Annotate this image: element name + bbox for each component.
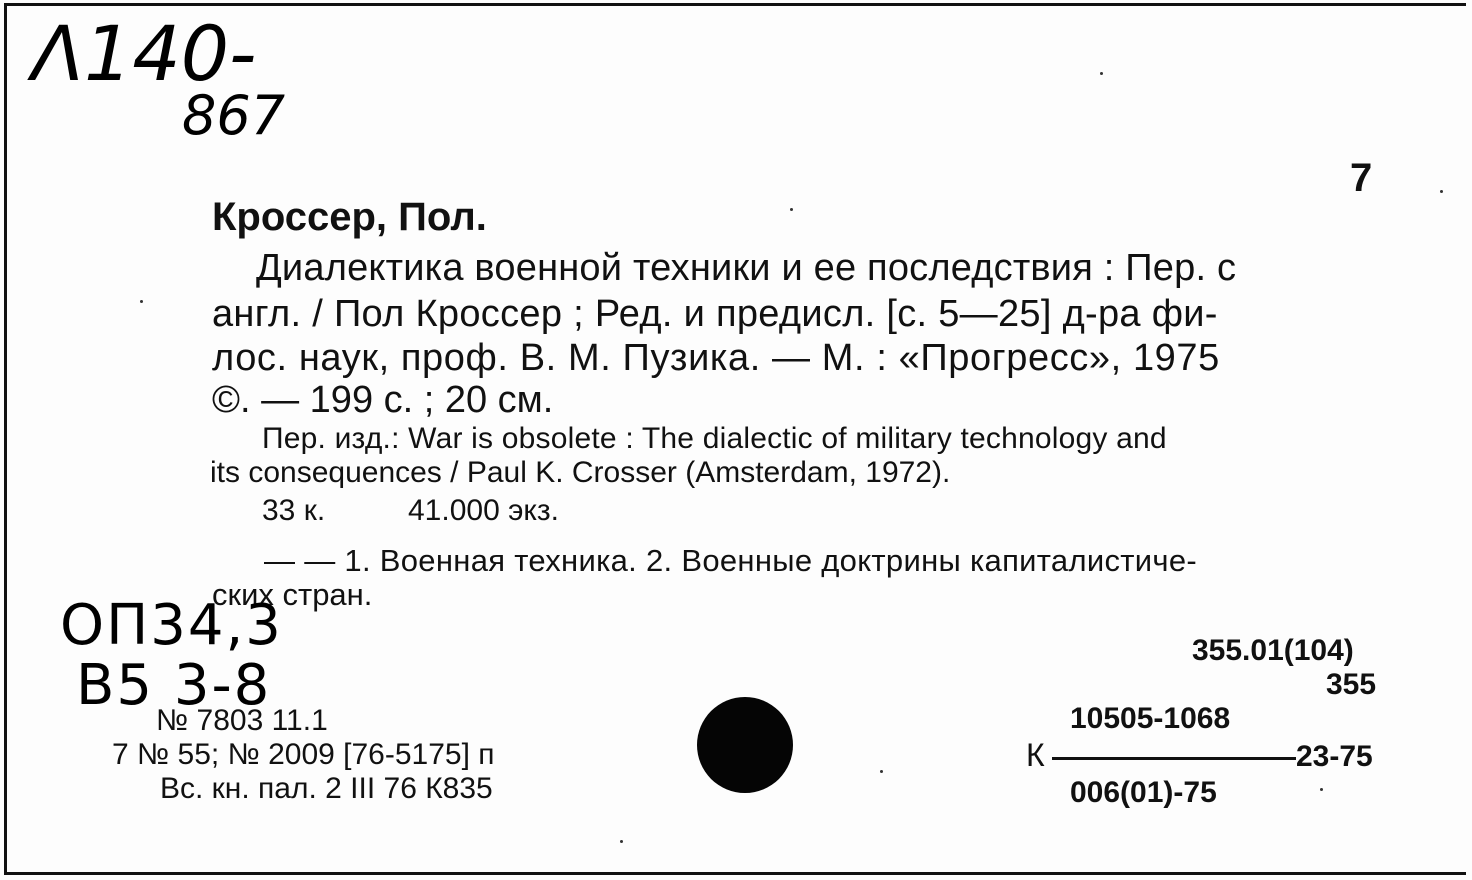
scan-speck bbox=[140, 300, 143, 303]
title-line-4: ©. — 199 с. ; 20 см. bbox=[212, 379, 554, 421]
imprint-line-3: Вс. кн. пал. 2 III 76 К835 bbox=[160, 772, 493, 805]
subjects-line-2: ских стран. bbox=[212, 577, 373, 612]
scan-speck bbox=[1440, 190, 1443, 193]
title-line-3: лос. наук, проф. В. М. Пузика. — М. : «Прогресс», 1975 bbox=[212, 337, 1220, 379]
price: 33 к. bbox=[262, 494, 326, 527]
udc-index-1: 355.01(104) bbox=[1192, 634, 1354, 667]
bbk-fraction-line bbox=[1052, 757, 1296, 760]
scan-speck bbox=[790, 208, 793, 211]
bbk-suffix: 23-75 bbox=[1296, 740, 1373, 773]
subjects-line-1: — — 1. Военная техника. 2. Военные доктрины капиталистиче- bbox=[264, 543, 1198, 578]
bbk-prefix: К bbox=[1026, 737, 1045, 773]
udc-index-2: 355 bbox=[1326, 668, 1377, 701]
scan-speck bbox=[1320, 788, 1323, 791]
author-heading: Кроссер, Пол. bbox=[212, 195, 487, 239]
title-line-2: англ. / Пол Кроссер ; Ред. и предисл. [с. 5—25] д-ра фи- bbox=[212, 293, 1218, 335]
scan-speck bbox=[1100, 72, 1103, 75]
scan-speck bbox=[880, 770, 883, 773]
scan-speck bbox=[620, 840, 623, 843]
original-edition-line-2: its consequences / Paul K. Crosser (Amsterdam, 1972). bbox=[210, 456, 951, 489]
bbk-denominator: 006(01)-75 bbox=[1070, 776, 1217, 809]
imprint-line-2: 7 № 55; № 2009 [76-5175] п bbox=[112, 738, 495, 771]
handwritten-class-code-2: В5 3-8 bbox=[76, 653, 272, 718]
bbk-numerator: 10505-1068 bbox=[1070, 702, 1231, 735]
title-line-1: Диалектика военной техники и ее последствия : Пер. с bbox=[256, 247, 1237, 289]
handwritten-code-top: Λ140- bbox=[32, 9, 257, 98]
handwritten-class-code-1: ОП34,3 bbox=[60, 593, 283, 658]
imprint-line-1: № 7803 11.1 bbox=[156, 704, 328, 737]
card-number: 7 bbox=[1350, 156, 1373, 200]
print-run: 41.000 экз. bbox=[408, 494, 559, 527]
handwritten-code-top-sub: 867 bbox=[182, 84, 286, 147]
card-punch-hole bbox=[697, 697, 793, 793]
original-edition-line-1: Пер. изд.: War is obsolete : The dialectic of military technology and bbox=[262, 422, 1167, 455]
